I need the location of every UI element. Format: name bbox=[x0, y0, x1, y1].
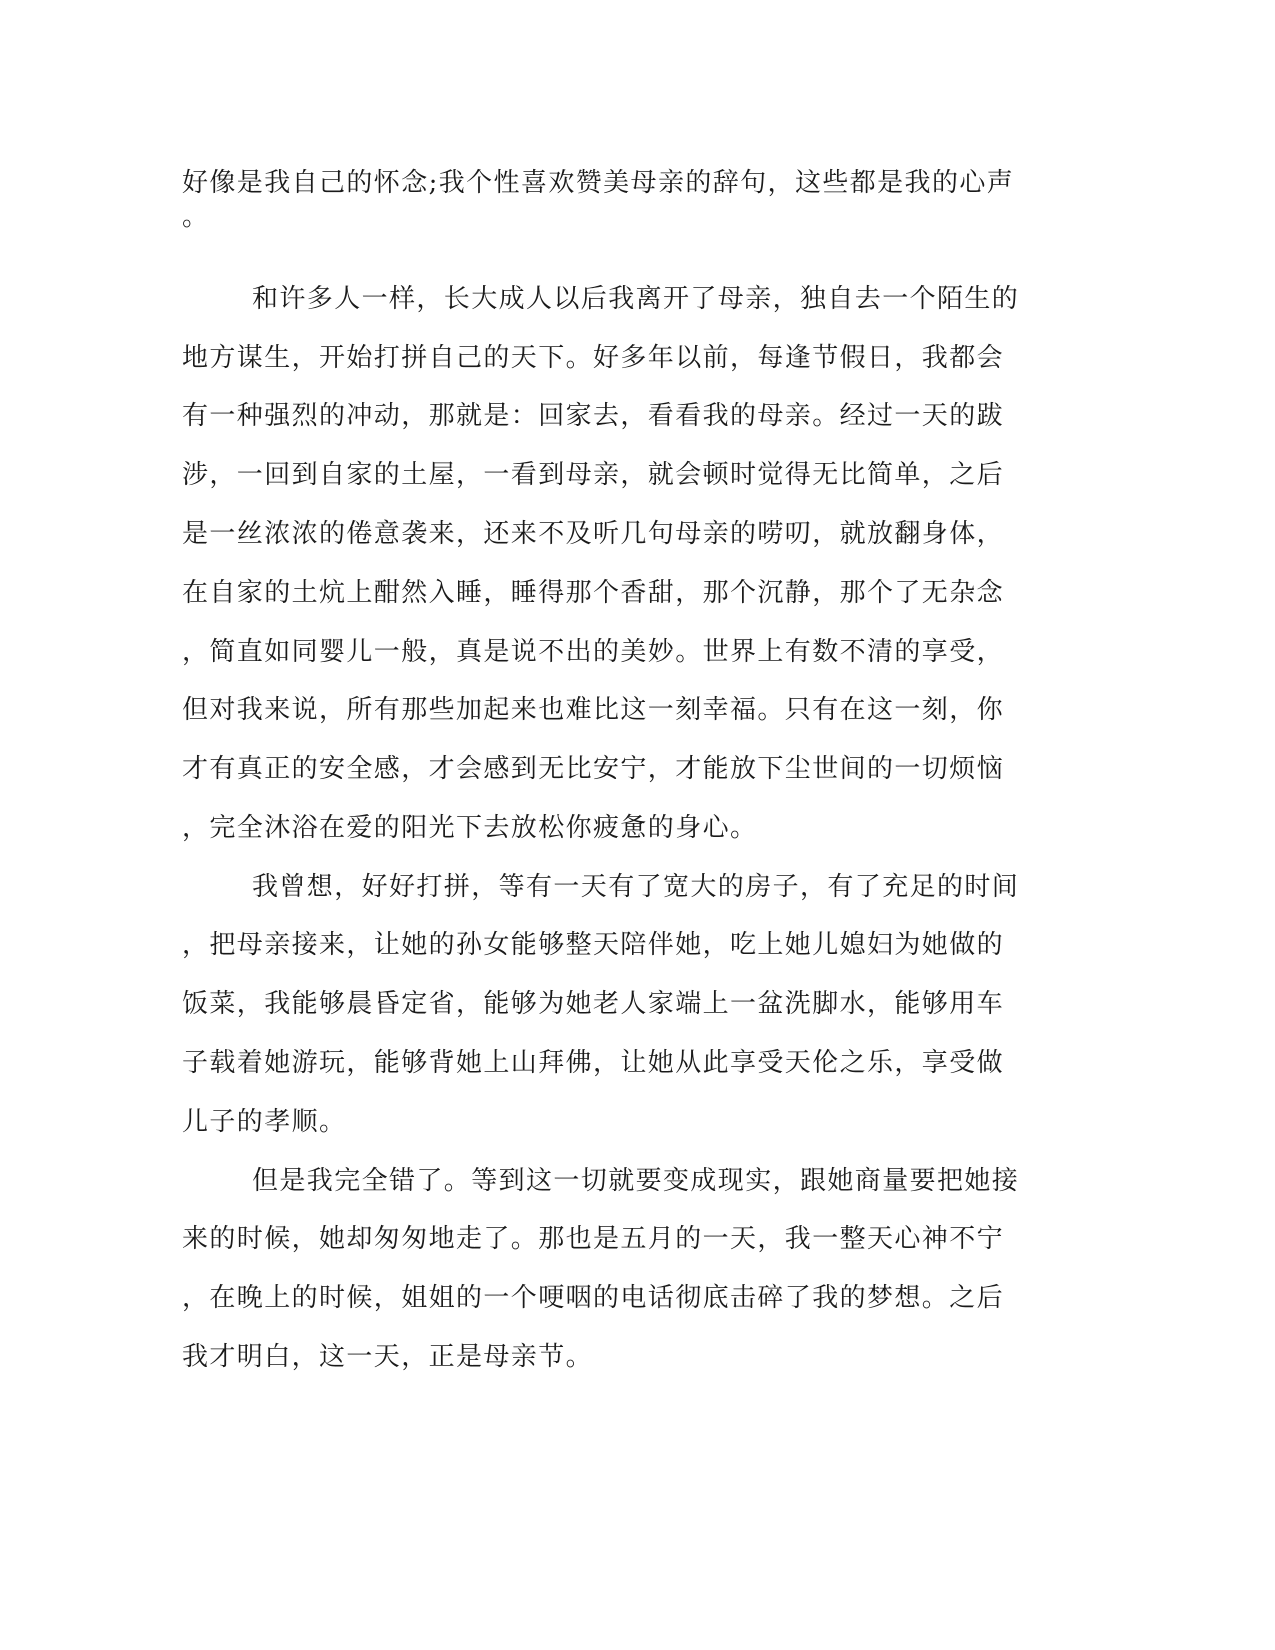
paragraph-2-line-1: 和许多人一样，长大成人以后我离开了母亲，独自去一个陌生的 bbox=[252, 284, 1020, 314]
paragraph-2-line-10: ，完全沐浴在爱的阳光下去放松你疲惫的身心。 bbox=[182, 813, 758, 843]
paragraph-4-line-4: 我才明白，这一天，正是母亲节。 bbox=[182, 1342, 594, 1372]
paragraph-3-line-5: 儿子的孝顺。 bbox=[182, 1107, 347, 1137]
paragraph-2-line-4: 涉，一回到自家的土屋，一看到母亲，就会顿时觉得无比简单，之后 bbox=[182, 460, 1005, 490]
paragraph-2-line-2: 地方谋生，开始打拼自己的天下。好多年以前，每逢节假日，我都会 bbox=[182, 343, 1005, 373]
paragraph-3-line-2: ，把母亲接来，让她的孙女能够整天陪伴她，吃上她儿媳妇为她做的 bbox=[182, 930, 1005, 960]
paragraph-2-line-3: 有一种强烈的冲动，那就是：回家去，看看我的母亲。经过一天的跋 bbox=[182, 401, 1005, 431]
paragraph-2-line-6: 在自家的土炕上酣然入睡，睡得那个香甜，那个沉静，那个了无杂念 bbox=[182, 578, 1005, 608]
paragraph-2-line-8: 但对我来说，所有那些加起来也难比这一刻幸福。只有在这一刻，你 bbox=[182, 695, 1005, 725]
paragraph-3-line-1: 我曾想，好好打拼，等有一天有了宽大的房子，有了充足的时间 bbox=[252, 872, 1020, 902]
text-line-2: 。 bbox=[182, 202, 210, 232]
paragraph-4-line-1: 但是我完全错了。等到这一切就要变成现实，跟她商量要把她接 bbox=[252, 1166, 1020, 1196]
paragraph-2-line-5: 是一丝浓浓的倦意袭来，还来不及听几句母亲的唠叨，就放翻身体， bbox=[182, 519, 1005, 549]
paragraph-2-line-7: ，简直如同婴儿一般，真是说不出的美妙。世界上有数不清的享受， bbox=[182, 637, 1005, 667]
paragraph-2-line-9: 才有真正的安全感，才会感到无比安宁，才能放下尘世间的一切烦恼 bbox=[182, 754, 1005, 784]
paragraph-4-line-3: ，在晚上的时候，姐姐的一个哽咽的电话彻底击碎了我的梦想。之后 bbox=[182, 1283, 1005, 1313]
paragraph-3-line-3: 饭菜，我能够晨昏定省，能够为她老人家端上一盆洗脚水，能够用车 bbox=[182, 989, 1005, 1019]
paragraph-4-line-2: 来的时候，她却匆匆地走了。那也是五月的一天，我一整天心神不宁 bbox=[182, 1224, 1005, 1254]
paragraph-3-line-4: 子载着她游玩，能够背她上山拜佛，让她从此享受天伦之乐，享受做 bbox=[182, 1048, 1005, 1078]
text-line-1: 好像是我自己的怀念;我个性喜欢赞美母亲的辞句，这些都是我的心声 bbox=[182, 168, 1015, 198]
